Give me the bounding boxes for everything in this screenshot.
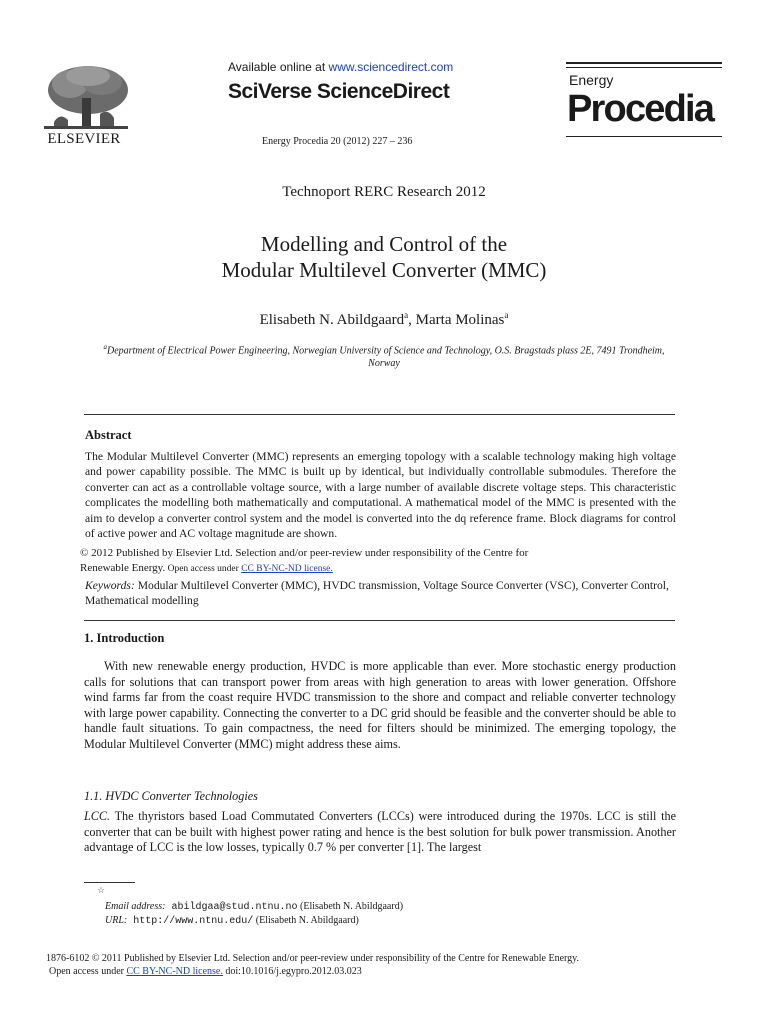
journal-name-energy: Energy xyxy=(569,72,614,88)
open-access-doi-line xyxy=(49,966,362,977)
copyright-notice xyxy=(80,546,680,577)
url-label: URL: xyxy=(105,915,128,926)
subsection-heading: 1.1. HVDC Converter Technologies xyxy=(84,789,258,803)
footnote-url xyxy=(105,914,359,929)
conference-name: Technoport RERC Research 2012 xyxy=(282,184,486,200)
affiliation-mark: a xyxy=(504,310,509,320)
affiliation-text: Department of Electrical Power Engineering, Norwegian University of Science and Technology, O.S. Bragstads plass 2E, 7491 Trondheim, Norway xyxy=(106,345,665,370)
url-owner: (Elisabeth N. Abildgaard) xyxy=(253,915,359,926)
author-list xyxy=(0,310,768,329)
journal-bottom-rule xyxy=(566,136,722,137)
abstract-bottom-rule xyxy=(84,620,675,621)
author-abildgaard: Elisabeth N. Abildgaard xyxy=(259,312,405,328)
lcc-paragraph xyxy=(84,809,676,856)
affiliation-mark: a xyxy=(103,343,107,351)
author-separator: , xyxy=(408,312,416,328)
email-owner: (Elisabeth N. Abildgaard) xyxy=(297,901,404,912)
author-molinas: Marta Molinas xyxy=(415,312,505,328)
available-online-text: Available online at xyxy=(228,60,329,74)
email-address: abildgaa@stud.ntnu.no xyxy=(165,902,298,913)
sciverse-sciencedirect-logo: SciVerse ScienceDirect xyxy=(228,80,450,103)
sciencedirect-link[interactable]: www.sciencedirect.com xyxy=(328,60,454,74)
keywords xyxy=(85,578,676,609)
open-access-text: Open access under xyxy=(165,564,242,574)
footnote-email xyxy=(105,900,403,915)
section-heading-introduction: 1. Introduction xyxy=(84,631,165,645)
introduction-paragraph: With new renewable energy production, HVDC is more applicable than ever. More stochastic energy production calls for solutions that can transport power from areas with high generation to areas with lower generation. Offshore wind farms far from the coast require HVDC transmission to the shore and compact and reliable converter technology with large power capability. Connecting the converter to a DC grid should be feasible and the converter should be able to handle fault situations. To gain compactness, the need for filters should be minimized. The emerging topology, the Modular Multilevel Converter (MMC) might address these aims. xyxy=(84,659,676,751)
journal-top-rule xyxy=(566,62,722,64)
footnote-star-icon: ☆ xyxy=(97,885,106,895)
license-link[interactable]: CC BY-NC-ND license. xyxy=(126,966,223,977)
affiliation xyxy=(96,341,672,370)
url-address: http://www.ntnu.edu/ xyxy=(127,916,254,927)
paper-title-line-2: Modular Multilevel Converter (MMC) xyxy=(221,258,547,282)
keywords-label: Keywords: xyxy=(85,579,135,592)
email-label: Email address: xyxy=(105,901,166,912)
journal-name-procedia: Procedia xyxy=(567,88,714,130)
lcc-paragraph-text: The thyristors based Load Commutated Converters (LCCs) were introduced during the 1970s. LCC is still the converter that can be built with highest power rating and hence is the best solution for bulk power transmission. Another advantage of LCC is the low losses, typically 0.7 % per converter [1]. The largest xyxy=(84,809,676,855)
issn-copyright-line: 1876-6102 © 2011 Published by Elsevier Ltd. Selection and/or peer-review under responsibility of the Centre for Renewable Energy. xyxy=(46,953,580,964)
copyright-line-1: © 2012 Published by Elsevier Ltd. Selection and/or peer-review under responsibility of the Centre for xyxy=(80,547,529,559)
elsevier-wordmark: ELSEVIER xyxy=(47,131,121,147)
keywords-text: Modular Multilevel Converter (MMC), HVDC transmission, Voltage Source Converter (VSC), Converter Control, Mathematical modelling xyxy=(85,579,669,608)
open-access-text: Open access under xyxy=(49,966,127,977)
copyright-line-2: Renewable Energy. xyxy=(80,562,166,574)
journal-top-rule-thin xyxy=(566,67,722,68)
license-link[interactable]: CC BY-NC-ND license. xyxy=(241,564,333,574)
footnote-rule xyxy=(84,882,135,883)
abstract-top-rule xyxy=(84,414,675,415)
journal-citation: Energy Procedia 20 (2012) 227 – 236 xyxy=(262,136,413,147)
affiliation-mark: a xyxy=(404,310,409,320)
available-online-line xyxy=(228,60,453,74)
doi-text: doi:10.1016/j.egypro.2012.03.023 xyxy=(222,966,362,977)
abstract-text: The Modular Multilevel Converter (MMC) represents an emerging topology with a scalable technology making high voltage and power capability possible. The MMC is built up by identical, but individually controllable submodules. Therefore the converter can act as a controllable voltage source, with a large number of available discrete voltage steps. This characteristic complicates the modelling both mathematically and computational. A mathematical model of the MMC is presented with the aim to develop a converter control system and the model is converted into the dq reference frame. Block diagrams for control of active power and AC voltage magnitude are shown. xyxy=(85,450,676,541)
paper-title-line-1: Modelling and Control of the xyxy=(260,232,508,256)
lcc-run-in-label: LCC. xyxy=(84,809,111,823)
abstract-heading: Abstract xyxy=(85,428,132,442)
